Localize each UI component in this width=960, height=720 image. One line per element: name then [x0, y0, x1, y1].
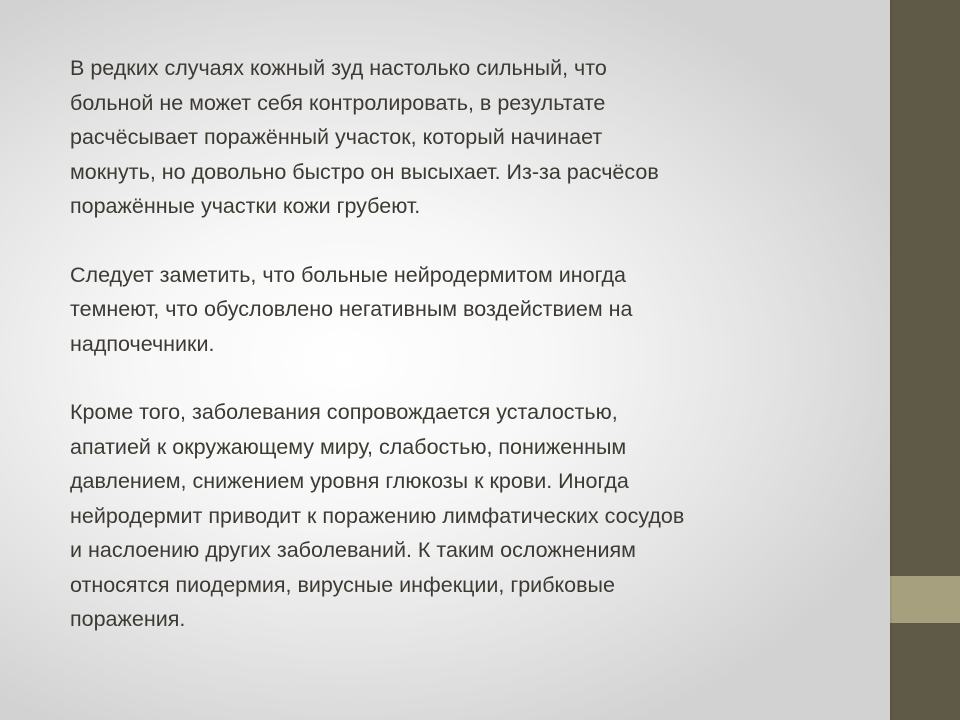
sidebar-edge-shadow	[890, 0, 892, 720]
slide-text-body	[70, 51, 860, 671]
sidebar-top-block	[890, 0, 960, 576]
sidebar-accent-band	[890, 576, 960, 623]
paragraph-darkening: Следует заметить, что больные нейродермитом иногда темнеют, что обусловлено негативным воздействием на надпочечники.	[70, 262, 633, 356]
sidebar-bottom-block	[890, 623, 960, 720]
decorative-sidebar	[890, 0, 960, 720]
paragraph-complications: Кроме того, заболевания сопровождается усталостью, апатией к окружающему миру, слабостью, пониженным давлением, снижением уровня глюкозы к крови. Иногда нейродермит приводит к поражению лимфатических сосудов и наслоению других заболеваний. К таким осложнениям относятся пиодермия, вирусные инфекции, грибковые поражения.	[70, 400, 685, 631]
paragraph-itching: В редких случаях кожный зуд настолько сильный, что больной не может себя контролировать, в результате расчёсывает поражённый участок, который начинает мокнуть, но довольно быстро он высыхает. Из-за расчёсов поражённые участки кожи грубеют.	[70, 56, 659, 218]
